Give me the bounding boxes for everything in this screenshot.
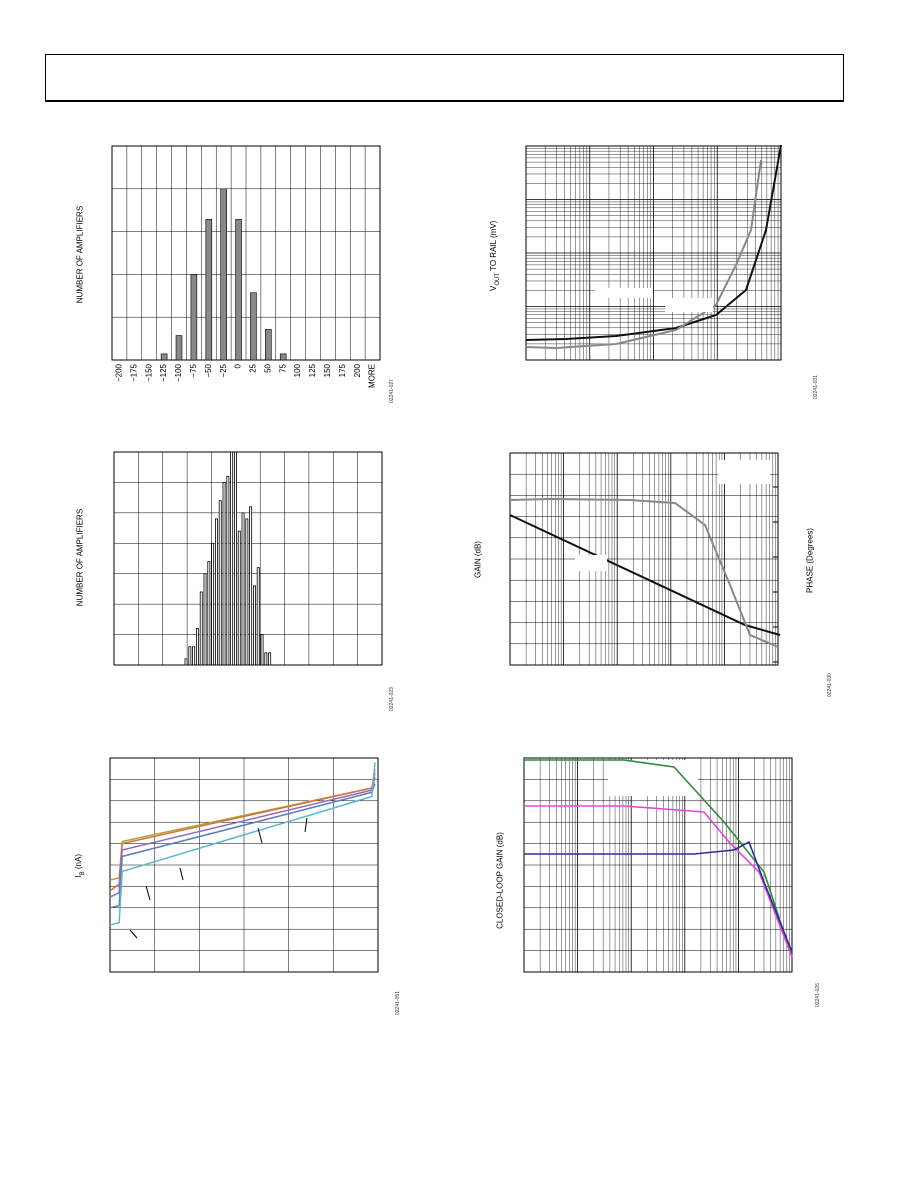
chart3-arrow (180, 868, 183, 880)
chart1-ylabel: NUMBER OF AMPLIFIERS (75, 205, 85, 304)
chart4-legend-mask (595, 288, 653, 298)
chart5-series-line (510, 499, 778, 647)
chart5-ylabel: GAIN (dB) (473, 541, 483, 578)
chart1-tick-label: 75 (278, 364, 288, 373)
chart1-tick-label: −125 (159, 364, 169, 383)
chart3-ylabel-main: I (74, 875, 84, 878)
chart1-tick-label: 0 (233, 364, 243, 369)
chart1-tick-label: −150 (144, 364, 154, 383)
chart2-bar (238, 531, 240, 665)
chart1-tick-label: −75 (188, 364, 198, 378)
chart2-bar (265, 653, 267, 665)
chart1-code: 02241-027 (389, 379, 395, 403)
chart5-legend-mask (575, 555, 607, 571)
chart1-bar (191, 274, 197, 360)
chart2-bar (204, 574, 206, 665)
chart6-series-line (524, 806, 792, 957)
chart2-bar (269, 653, 271, 665)
chart3-arrow (130, 930, 137, 938)
chart1-tick-label: −200 (114, 364, 124, 383)
chart6-code: 02241-026 (815, 983, 821, 1007)
chart1-tick-label: 175 (337, 364, 347, 378)
chart1-bar (206, 219, 212, 360)
chart4-ylabel-sub: OUT (494, 272, 501, 286)
chart1-bar (280, 354, 286, 360)
chart1-tick-label: 50 (263, 364, 273, 373)
chart5-legend-mask (718, 460, 770, 484)
chart2-bar (242, 513, 244, 665)
chart2-bar (227, 476, 229, 665)
chart4-ylabel-main: V (489, 285, 499, 291)
chart1-tick-label: 200 (352, 364, 362, 378)
chart2-bar (253, 586, 255, 665)
chart5-series-line (510, 515, 780, 635)
chart2-bar (246, 519, 248, 665)
chart6-ylabel: CLOSED-LOOP GAIN (dB) (495, 832, 505, 929)
chart4-legend-mask (665, 298, 713, 312)
chart1-tick-label: 25 (248, 364, 258, 373)
chart5-code: 02241-030 (827, 673, 833, 697)
chart6-series-line (524, 842, 792, 952)
chart2-bar (223, 482, 225, 665)
chart2-bar (189, 647, 191, 665)
chart2-bar (234, 452, 236, 665)
chart1-tick-label: 150 (322, 364, 332, 378)
chart1-tick-label: −100 (174, 364, 184, 383)
chart2-bar (261, 635, 263, 665)
chart3-ylabel-sub: B (79, 871, 86, 876)
chart2-code: 02241-023 (389, 687, 395, 711)
chart1-bar (161, 354, 167, 360)
chart2-bar (196, 628, 198, 665)
chart4-code: 02241-031 (813, 375, 819, 399)
chart1-bar (221, 189, 227, 360)
chart1-bar (265, 329, 271, 360)
chart2-bar (185, 659, 187, 665)
chart2-bar (250, 507, 252, 665)
chart2-bar (257, 568, 259, 665)
chart3-ylabel-unit: (nA) (74, 854, 84, 872)
chart1-tick-label: −50 (203, 364, 213, 378)
chart1-bar (236, 219, 242, 360)
chart2-bar (215, 519, 217, 665)
chart1-tick-label: −25 (218, 364, 228, 378)
chart1-tick-label: 125 (308, 364, 318, 378)
chart1-tick-label: 100 (293, 364, 303, 378)
chart2-ylabel: NUMBER OF AMPLIFIERS (75, 508, 85, 607)
chart2-bar (219, 501, 221, 665)
chart1-tick-label: −175 (129, 364, 139, 383)
chart3-series-line (110, 773, 375, 891)
chart3-arrow (305, 818, 307, 832)
chart3-arrow (146, 886, 150, 900)
chart2-bar (193, 647, 195, 665)
chart2-bar (200, 592, 202, 665)
chart2-bar (208, 562, 210, 665)
chart3-code: 02241-051 (395, 991, 401, 1015)
chart2-bar (212, 543, 214, 665)
chart3-series-line (110, 784, 375, 908)
chart1-bar (250, 293, 256, 360)
chart1-tick-label: MORE (367, 364, 377, 388)
chart5-y2label: PHASE (Degrees) (805, 528, 815, 593)
chart1-bar (176, 336, 182, 360)
chart2-bar (231, 452, 233, 665)
chart4-ylabel-unit: TO RAIL (mV) (489, 220, 499, 273)
